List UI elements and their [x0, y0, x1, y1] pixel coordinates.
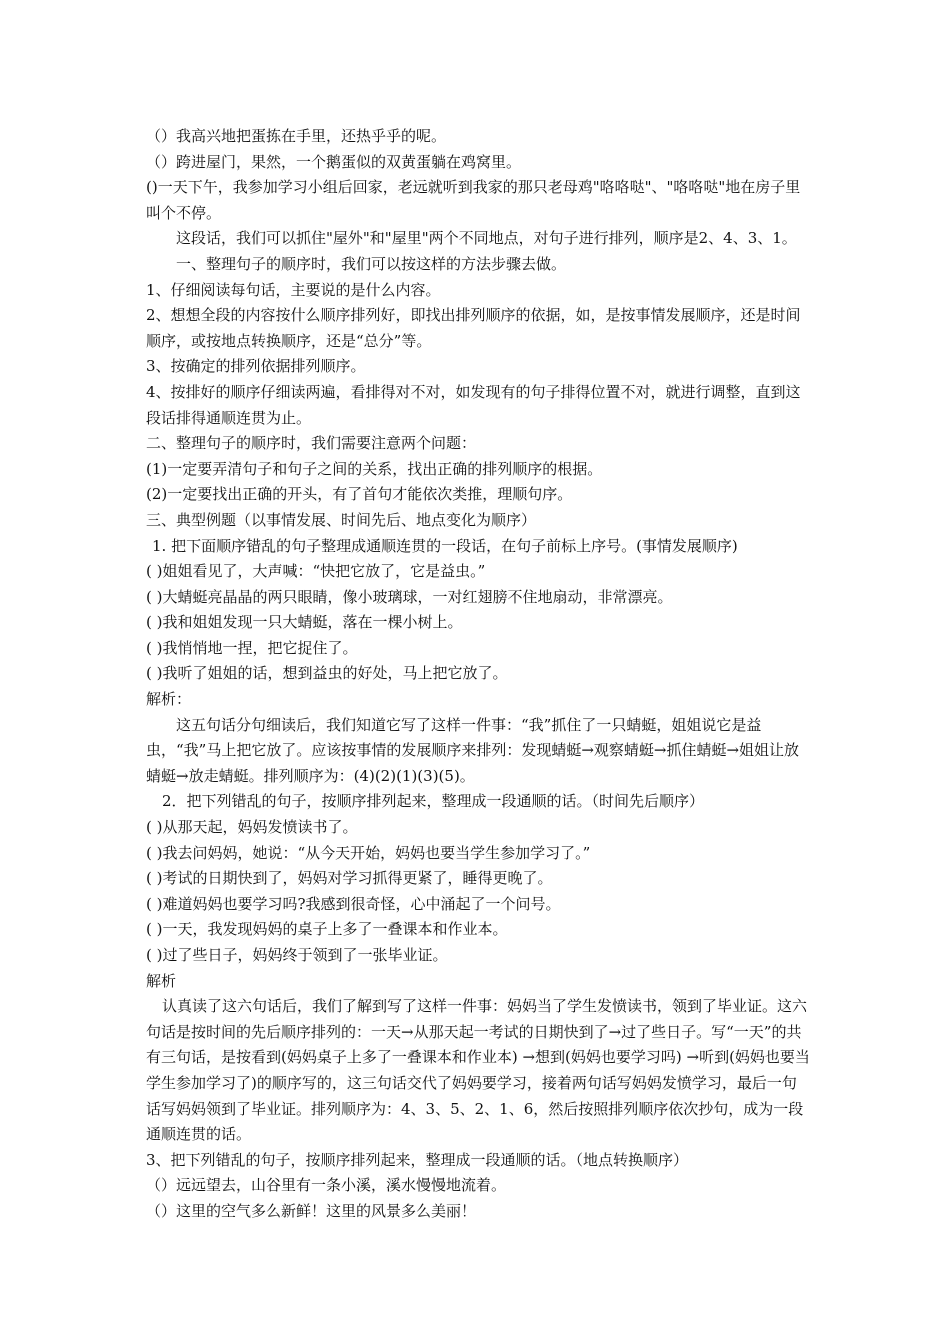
sentence-item: ()一天下午，我参加学习小组后回家，老远就听到我家的那只老母鸡"咯咯哒"、"咯咯哒"地在房子里叫个不停。: [146, 178, 801, 222]
analysis-paragraph: 这五句话分句细读后，我们知道它写了这样一件事：“我”抓住了一只蜻蜓，姐姐说它是益虫，“我”马上把它放了。应该按事情的发展顺序来排列：发现蜻蜓→观察蜻蜓→抓住蜻蜓→姐姐让放蜻蜓→放走蜻蜓。排列顺序为：(4)(2)(1)(3)(5)。: [146, 715, 800, 785]
step-item: 4、按排好的顺序仔细读两遍，看排得对不对，如发现有的句子排得位置不对，就进行调整，直到这段话排得通顺连贯为止。: [146, 382, 801, 427]
exercise-title: 2．把下列错乱的句子，按顺序排列起来，整理成一段通顺的话。（时间先后顺序）: [162, 792, 705, 811]
analysis-label: 解析: [146, 971, 177, 990]
sentence-item: ( )难道妈妈也要学习吗?我感到很奇怪，心中涌起了一个问号。: [146, 894, 561, 913]
sentence-item: （）这里的空气多么新鲜！这里的风景多么美丽！: [146, 1201, 477, 1220]
analysis-label: 解析：: [146, 690, 192, 709]
section-heading: 三、典型例题（以事情发展、时间先后、地点变化为顺序）: [146, 510, 537, 529]
note-item: (1)一定要弄清句子和句子之间的关系，找出正确的排列顺序的根据。: [146, 459, 603, 478]
note-item: (2)一定要找出正确的开头，有了首句才能依次类推，理顺句序。: [146, 485, 573, 504]
sentence-item: ( )我悄悄地一捏，把它捉住了。: [146, 638, 358, 657]
paragraph: 这段话，我们可以抓住"屋外"和"屋里"两个不同地点，对句子进行排列，顺序是2、4、3、1。: [176, 229, 797, 248]
sentence-item: ( )大蜻蜓亮晶晶的两只眼睛，像小玻璃球，一对红翅膀不住地扇动，非常漂亮。: [146, 587, 673, 606]
sentence-item: ( )一天，我发现妈妈的桌子上多了一叠课本和作业本。: [146, 920, 508, 939]
sentence-item: （）我高兴地把蛋拣在手里，还热乎乎的呢。: [146, 127, 447, 145]
document-body: [146, 124, 810, 1225]
sentence-item: ( )我去问妈妈，她说：“从今天开始，妈妈也要当学生参加学习了。”: [146, 843, 591, 862]
section-heading: 一、整理句子的顺序时，我们可以按这样的方法步骤去做。: [176, 254, 567, 273]
sentence-item: （）跨进屋门，果然，一个鹅蛋似的双黄蛋躺在鸡窝里。: [146, 152, 522, 171]
exercise-title: 3、把下列错乱的句子，按顺序排列起来，整理成一段通顺的话。（地点转换顺序）: [146, 1150, 689, 1169]
sentence-item: ( )我听了姐姐的话，想到益虫的好处，马上把它放了。: [146, 664, 508, 683]
step-item: 1、仔细阅读每句话，主要说的是什么内容。: [146, 280, 441, 299]
sentence-item: ( )从那天起，妈妈发愤读书了。: [146, 818, 358, 837]
exercise-title: 1. 把下面顺序错乱的句子整理成通顺连贯的一段话，在句子前标上序号。(事情发展顺序): [152, 536, 738, 555]
step-item: 3、按确定的排列依据排列顺序。: [146, 357, 366, 376]
sentence-item: ( )姐姐看见了，大声喊：“快把它放了，它是益虫。”: [146, 562, 486, 581]
sentence-item: （）远远望去，山谷里有一条小溪，溪水慢慢地流着。: [146, 1176, 507, 1195]
sentence-item: ( )我和姐姐发现一只大蜻蜓，落在一棵小树上。: [146, 613, 463, 632]
sentence-item: ( )考试的日期快到了，妈妈对学习抓得更紧了，睡得更晚了。: [146, 869, 553, 888]
sentence-item: ( )过了些日子，妈妈终于领到了一张毕业证。: [146, 946, 448, 964]
section-heading: 二、整理句子的顺序时，我们需要注意两个问题：: [146, 434, 477, 453]
analysis-paragraph: 认真读了这六句话后，我们了解到写了这样一件事：妈妈当了学生发愤读书，领到了毕业证。这六句话是按时间的先后顺序排列的：一天→从那天起一考试的日期快到了→过了些日子。写“一天”的共有三句话，是按看到(妈妈桌子上多了一叠课本和作业本) →想到(妈妈也要学习吗) →听到(妈妈也要当学生参加学习了)的顺序写的，这三句话交代了妈妈要学习，接着两句话写妈妈发愤学习，最后一句话写妈妈领到了毕业证。排列顺序为：4、3、5、2、1、6，然后按照排列顺序依次抄句，成为一段通顺连贯的话。: [146, 997, 810, 1144]
step-item: 2、想想全段的内容按什么顺序排列好，即找出排列顺序的依据，如，是按事情发展顺序，还是时间顺序，或按地点转换顺序，还是“总分”等。: [146, 306, 801, 350]
